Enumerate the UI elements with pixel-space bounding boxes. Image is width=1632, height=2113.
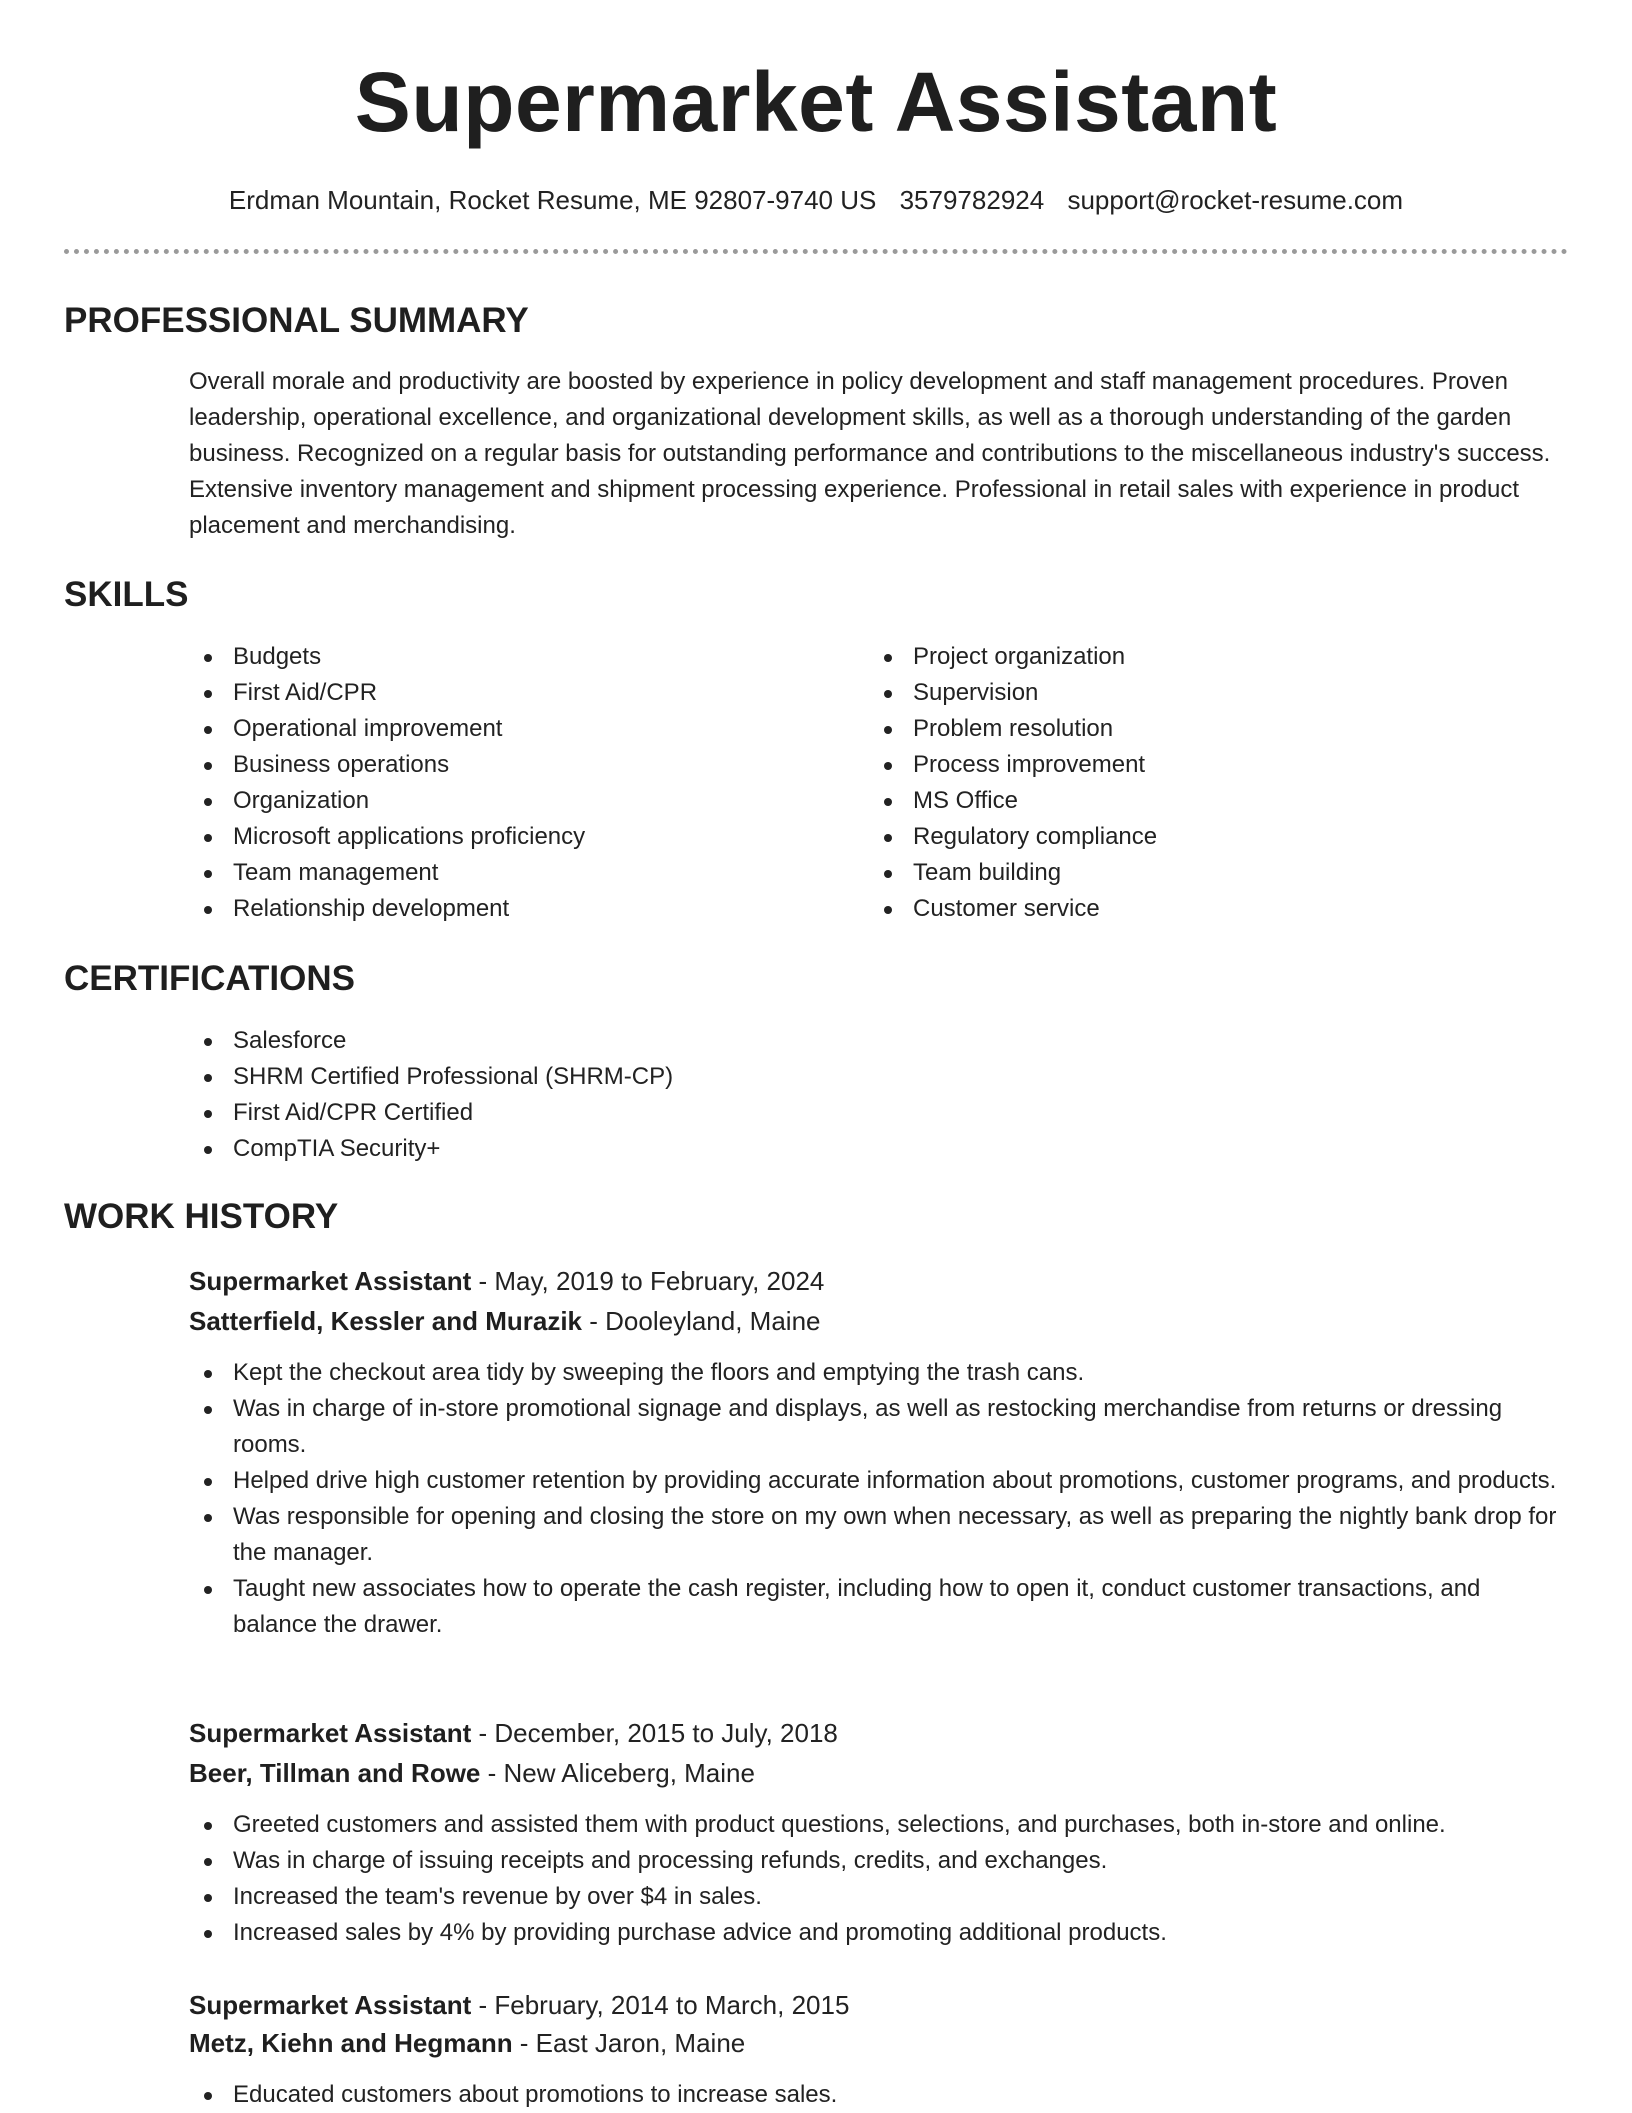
skill-item: Budgets (189, 639, 829, 675)
job-title: Supermarket Assistant (189, 1990, 472, 2020)
job-bullet: Taught new associates how to operate the cash register, including how to open it, conduct customer transactions, and balance the drawer. (189, 1571, 1569, 1643)
skill-item: Team management (189, 855, 829, 891)
skill-item: Team building (869, 855, 1509, 891)
section-title-summary: PROFESSIONAL SUMMARY (64, 301, 529, 340)
skills-list-left (189, 639, 829, 927)
skill-item: Regulatory compliance (869, 819, 1509, 855)
section-title-certifications: CERTIFICATIONS (64, 959, 356, 998)
skill-item: Process improvement (869, 747, 1509, 783)
job-bullet: Educated customers about promotions to increase sales. (189, 2077, 1569, 2113)
skill-item: Customer service (869, 891, 1509, 927)
skill-item: Business operations (189, 747, 829, 783)
resume-name: Supermarket Assistant (354, 55, 1278, 149)
skill-item: Project organization (869, 639, 1509, 675)
contact-address: Erdman Mountain, Rocket Resume, ME 92807-9740 US (228, 185, 877, 215)
job-dates: - May, 2019 to February, 2024 (471, 1266, 825, 1296)
job-bullet: Was in charge of in-store promotional signage and displays, as well as restocking merchandise from returns or dressing rooms. (189, 1391, 1569, 1463)
job-dates: - February, 2014 to March, 2015 (471, 1990, 850, 2020)
skill-item: Organization (189, 783, 829, 819)
skills-list-right (869, 639, 1509, 927)
job-bullet: Was in charge of issuing receipts and processing refunds, credits, and exchanges. (189, 1843, 1569, 1879)
job-bullets (189, 2077, 1569, 2113)
skill-item: First Aid/CPR (189, 675, 829, 711)
skill-item: Operational improvement (189, 711, 829, 747)
job-location: - East Jaron, Maine (512, 2028, 746, 2058)
job-bullet: Was responsible for opening and closing the store on my own when necessary, as well as preparing the nightly bank drop for the manager. (189, 1499, 1569, 1571)
job-bullets (189, 1807, 1569, 1951)
header-divider (64, 249, 1568, 254)
job-location: - New Aliceberg, Maine (480, 1758, 755, 1788)
job-company: Metz, Kiehn and Hegmann (189, 2028, 513, 2058)
certification-item: SHRM Certified Professional (SHRM-CP) (189, 1059, 1569, 1095)
job-bullet: Increased sales by 4% by providing purchase advice and promoting additional products. (189, 1915, 1569, 1951)
job-title: Supermarket Assistant (189, 1266, 472, 1296)
section-title-skills: SKILLS (64, 575, 189, 614)
job-title: Supermarket Assistant (189, 1718, 472, 1748)
job-bullets (189, 1355, 1569, 1643)
job-bullet: Increased the team's revenue by over $4 in sales. (189, 1879, 1569, 1915)
job-title-line (189, 1261, 824, 1301)
job-location: - Dooleyland, Maine (582, 1306, 821, 1336)
certification-item: CompTIA Security+ (189, 1131, 1569, 1167)
job-company: Satterfield, Kessler and Murazik (189, 1306, 583, 1336)
job-dates: - December, 2015 to July, 2018 (471, 1718, 838, 1748)
job-company-line (189, 1301, 821, 1341)
job-company: Beer, Tillman and Rowe (189, 1758, 481, 1788)
certification-item: Salesforce (189, 1023, 1569, 1059)
job-title-line (189, 1713, 838, 1753)
section-title-work-history: WORK HISTORY (64, 1197, 339, 1236)
certifications-list (189, 1023, 1569, 1167)
contact-email: support@rocket-resume.com (1067, 185, 1404, 215)
contact-phone: 3579782924 (899, 185, 1045, 215)
job-bullet: Kept the checkout area tidy by sweeping the floors and emptying the trash cans. (189, 1355, 1569, 1391)
certification-item: First Aid/CPR Certified (189, 1095, 1569, 1131)
skill-item: Microsoft applications proficiency (189, 819, 829, 855)
contact-line (0, 182, 1632, 218)
job-company-line (189, 1753, 755, 1793)
job-bullet: Greeted customers and assisted them with product questions, selections, and purchases, both in-store and online. (189, 1807, 1569, 1843)
skill-item: Problem resolution (869, 711, 1509, 747)
job-company-line (189, 2023, 745, 2063)
summary-text: Overall morale and productivity are boosted by experience in policy development and staff management procedures. Proven leadership, operational excellence, and organizational development skills, as well as a thorough understanding of the garden business. Recognized on a regular basis for outstanding performance and contributions to the miscellaneous industry's success. Extensive inventory management and shipment processing experience. Professional in retail sales with experience in product placement and merchandising. (189, 368, 1551, 539)
job-title-line (189, 1985, 849, 2025)
job-bullet: Helped drive high customer retention by providing accurate information about promotions, customer programs, and products. (189, 1463, 1569, 1499)
skill-item: Supervision (869, 675, 1509, 711)
skill-item: MS Office (869, 783, 1509, 819)
skill-item: Relationship development (189, 891, 829, 927)
